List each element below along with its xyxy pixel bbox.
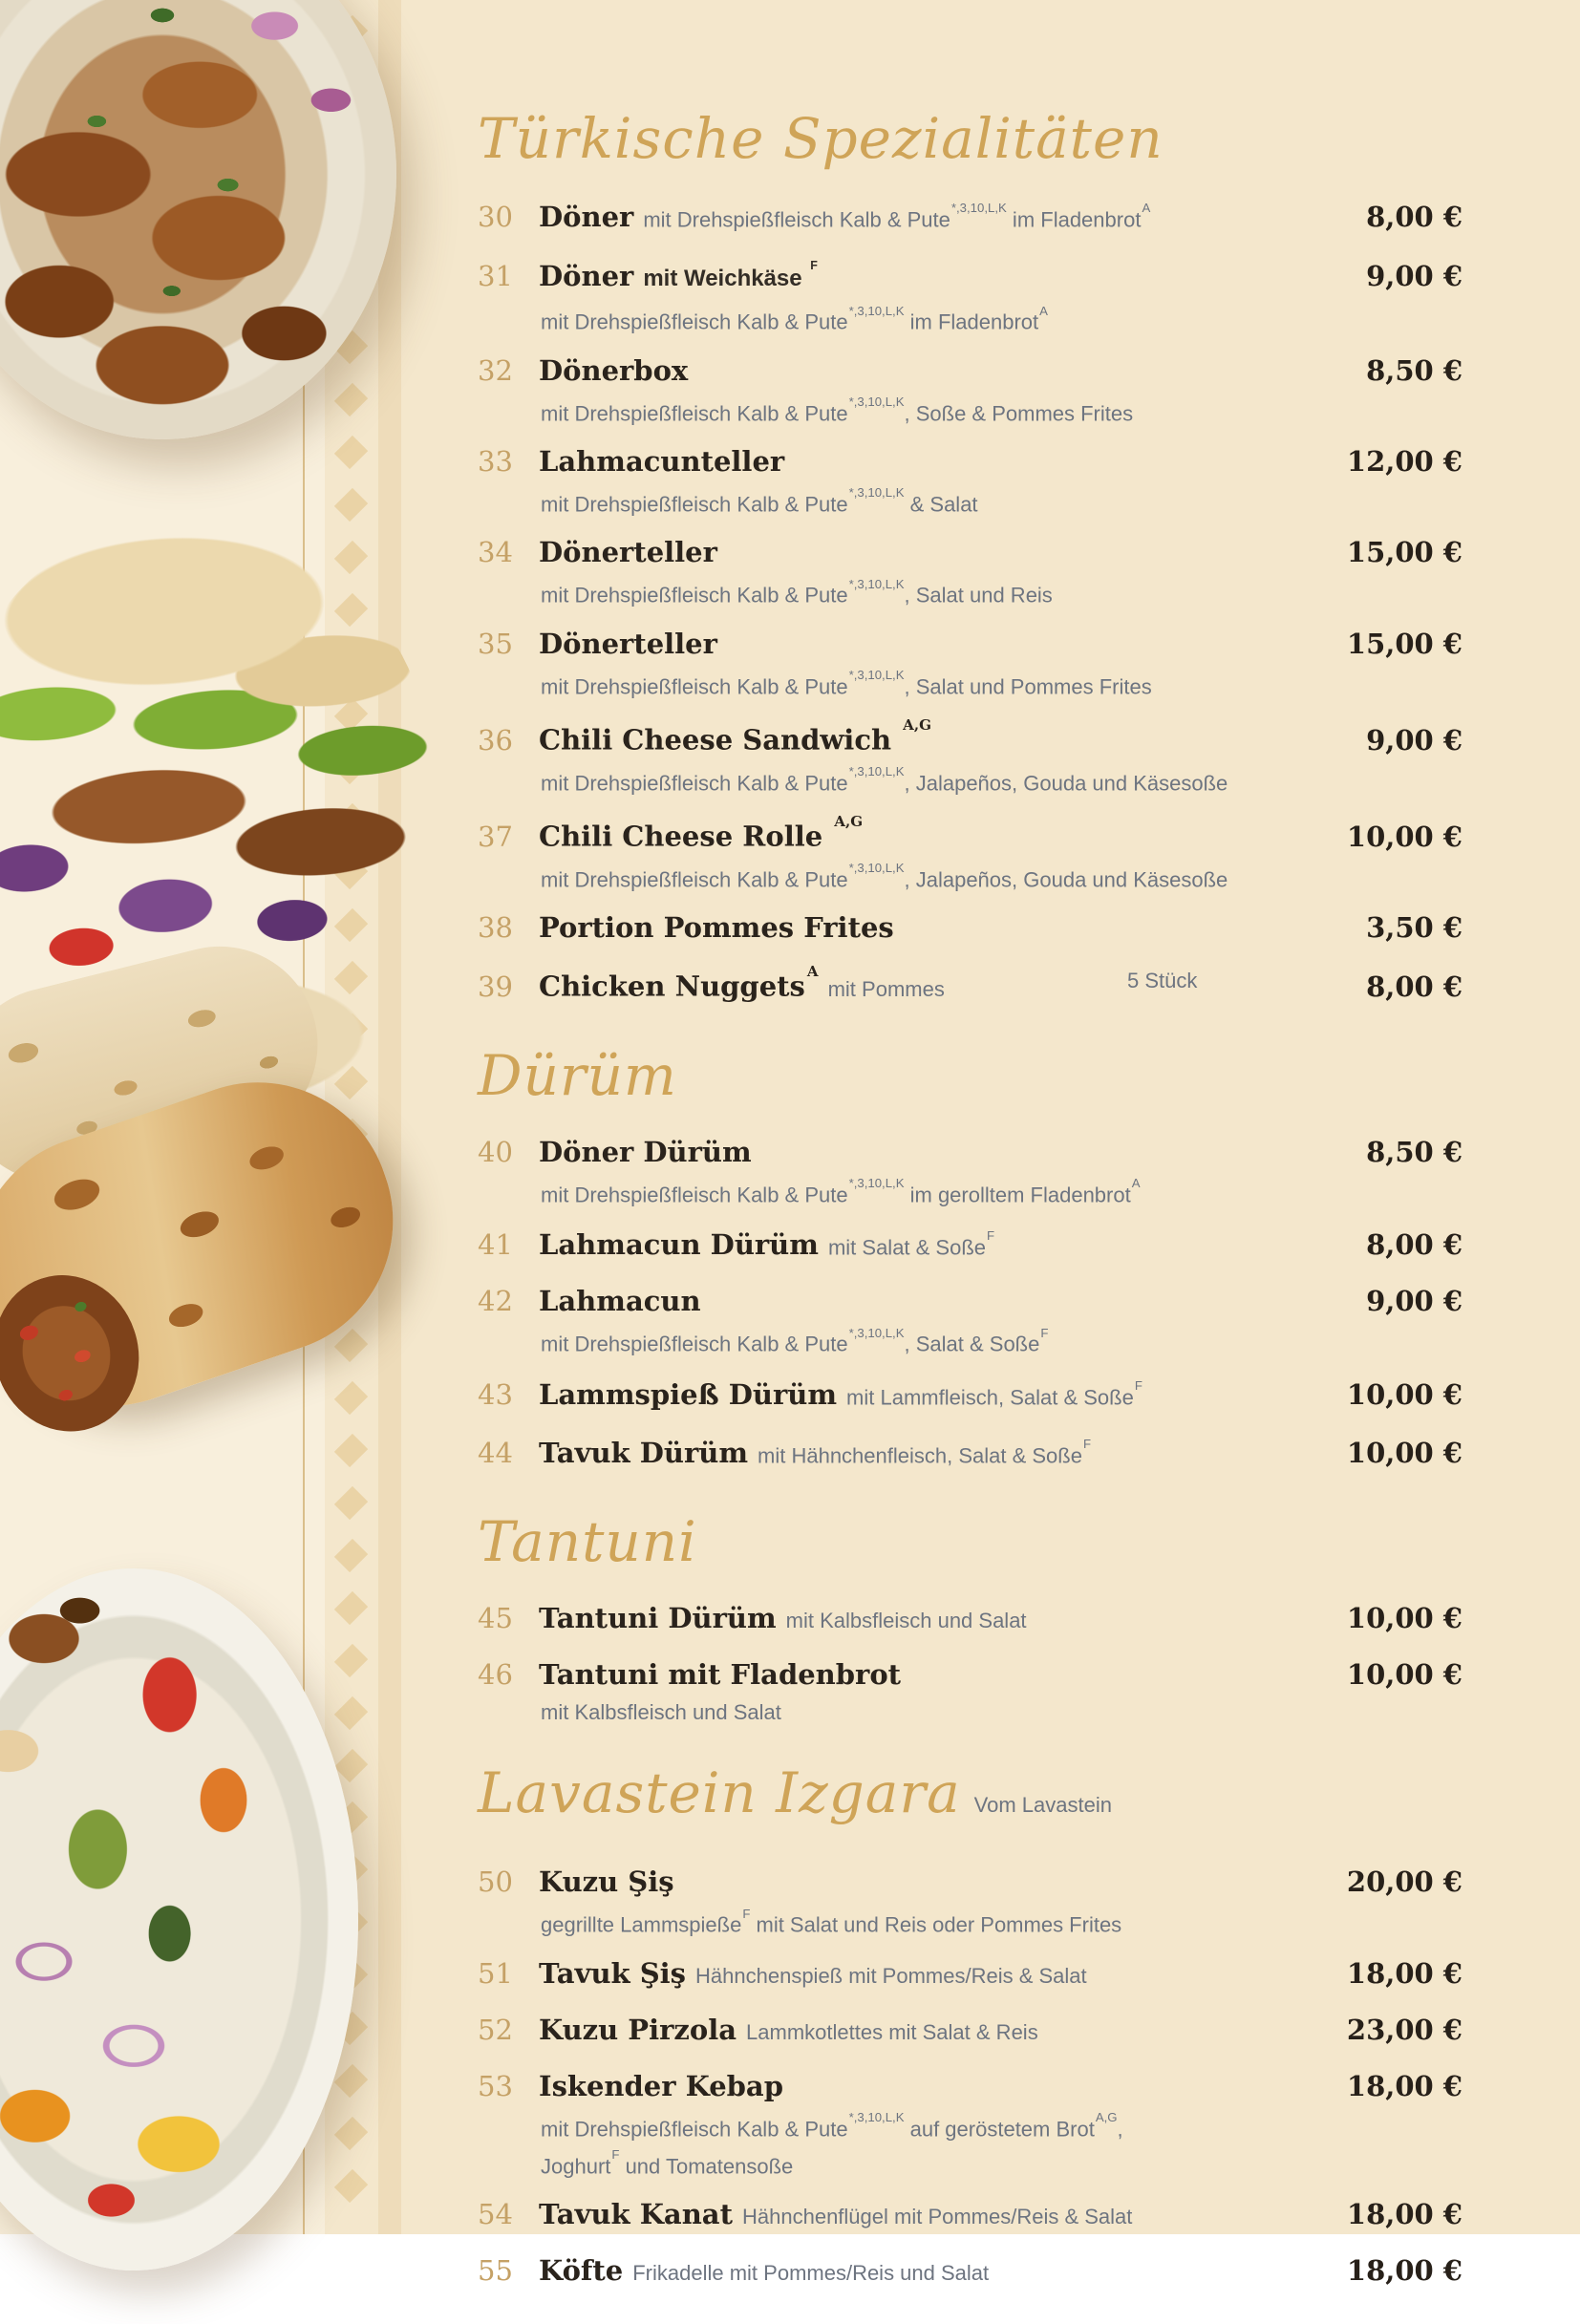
item-description-inline: Hähnchenflügel mit Pommes/Reis & Salat <box>742 2205 1133 2229</box>
item-price: 8,00 € <box>1366 1228 1463 1262</box>
item-description: mit Drehspießfleisch Kalb & Pute$^{*,3,10,L,K}$ auf geröstetem Brot$^{A,G}$, <box>541 2109 1123 2141</box>
item-name: Lahmacunteller <box>539 444 785 478</box>
diamond-ornament <box>333 1486 367 1520</box>
item-name: Dönerbox <box>539 353 689 387</box>
item-price: 8,50 € <box>1366 353 1463 387</box>
menu-section <box>478 1506 1463 1729</box>
menu-item-43 <box>478 1371 1463 1419</box>
item-description-inline: mit Pommes <box>827 976 945 1001</box>
item-price: 8,50 € <box>1366 1135 1463 1168</box>
item-name: Döner Dürüm <box>539 1135 752 1168</box>
item-price: 8,00 € <box>1366 970 1463 1003</box>
diamond-ornament <box>333 1329 367 1362</box>
item-description-inline: mit Hähnchenfleisch, Salat & Soße$^F$ <box>758 1437 1092 1468</box>
item-name: Chicken Nuggets $^A$ <box>539 963 819 1003</box>
item-number: 55 <box>478 2254 513 2288</box>
menu-item-52 <box>478 2008 1463 2055</box>
item-price: 15,00 € <box>1346 627 1463 660</box>
item-price: 10,00 € <box>1346 1437 1463 1470</box>
item-name: Chili Cheese Rolle $^{A,G}$ <box>539 813 864 853</box>
item-description-inline: Lammkotlettes mit Salat & Reis <box>746 2019 1038 2044</box>
item-description: mit Drehspießfleisch Kalb & Pute$^{*,3,10,L,K}$ & Salat <box>541 485 978 517</box>
section-subtitle: Vom Lavastein <box>973 1793 1112 1818</box>
item-price: 9,00 € <box>1366 260 1463 293</box>
item-name: Köfte <box>539 2254 624 2288</box>
item-number: 51 <box>478 1956 513 1990</box>
item-number: 33 <box>478 444 513 478</box>
menu-item-35 <box>478 622 1463 703</box>
menu-item-39 <box>478 959 1463 1012</box>
item-price: 9,00 € <box>1366 1285 1463 1318</box>
item-description-inline: mit Salat & Soße$^F$ <box>827 1228 995 1260</box>
item-number: 36 <box>478 723 513 757</box>
section-title: Türkische Spezialitäten <box>478 106 1164 171</box>
diamond-ornament <box>333 2117 367 2150</box>
item-name: Tantuni Dürüm <box>539 1602 777 1635</box>
item-number: 39 <box>478 970 513 1003</box>
item-name: Chili Cheese Sandwich $^{A,G}$ <box>539 716 931 757</box>
item-description-inline: mit Kalbsfleisch und Salat <box>785 1609 1027 1633</box>
item-description-inline: mit Lammfleisch, Salat & Soße$^F$ <box>846 1377 1142 1409</box>
item-number: 37 <box>478 820 513 853</box>
item-price: 10,00 € <box>1346 820 1463 853</box>
diamond-ornament <box>333 1381 367 1415</box>
item-price: 23,00 € <box>1346 2013 1463 2046</box>
menu-item-33 <box>478 439 1463 521</box>
diamond-ornament <box>333 2169 367 2203</box>
item-number: 40 <box>478 1135 513 1168</box>
menu-item-30 <box>478 193 1463 242</box>
menu-section <box>478 103 1463 1012</box>
item-description: mit Drehspießfleisch Kalb & Pute$^{*,3,10,L,K}$, Salat & Soße$^F$ <box>541 1325 1049 1356</box>
item-name: Lahmacun Dürüm <box>539 1228 819 1262</box>
menu-item-38 <box>478 906 1463 949</box>
section-title: Dürüm <box>478 1042 677 1108</box>
item-number: 46 <box>478 1658 513 1692</box>
item-name: Dönerteller <box>539 627 717 660</box>
menu-item-50 <box>478 1860 1463 1941</box>
item-description: mit Drehspießfleisch Kalb & Pute$^{*,3,10,L,K}$, Jalapeños, Gouda und Käsesoße <box>541 764 1228 795</box>
menu-item-46 <box>478 1652 1463 1729</box>
diamond-ornament <box>333 2064 367 2098</box>
menu-sections <box>478 103 1463 2295</box>
item-name: Iskender Kebap <box>539 2069 783 2102</box>
item-price: 10,00 € <box>1346 1602 1463 1635</box>
item-name-suffix: mit Weichkäse $^F$ <box>643 259 818 292</box>
item-price: 3,50 € <box>1366 910 1463 944</box>
item-description: mit Drehspießfleisch Kalb & Pute$^{*,3,10,L,K}$ im gerolltem Fladenbrot$^A$ <box>541 1176 1141 1206</box>
menu-item-36 <box>478 713 1463 800</box>
diamond-ornament <box>333 1696 367 1730</box>
item-price: 10,00 € <box>1346 1658 1463 1692</box>
item-number: 34 <box>478 536 513 569</box>
section-title: Tantuni <box>478 1509 697 1575</box>
item-price: 20,00 € <box>1346 1866 1463 1899</box>
item-name: Lahmacun <box>539 1285 701 1318</box>
item-price: 10,00 € <box>1346 1377 1463 1411</box>
tan-strip <box>378 0 401 2234</box>
item-price: 18,00 € <box>1346 1956 1463 1990</box>
item-price: 18,00 € <box>1346 2198 1463 2231</box>
item-number: 42 <box>478 1285 513 1318</box>
item-description-inline: Frikadelle mit Pommes/Reis und Salat <box>632 2261 990 2286</box>
item-description-inline: mit Drehspießfleisch Kalb & Pute$^{*,3,10,L,K}$ im Fladenbrot$^A$ <box>643 201 1151 232</box>
item-name: Tavuk Kanat <box>539 2198 733 2231</box>
item-description: mit Drehspießfleisch Kalb & Pute$^{*,3,10,L,K}$, Salat und Pommes Frites <box>541 668 1152 698</box>
item-price: 9,00 € <box>1366 723 1463 757</box>
diamond-ornament <box>333 1434 367 1467</box>
item-description: mit Kalbsfleisch und Salat <box>541 1700 781 1725</box>
item-number: 53 <box>478 2069 513 2102</box>
item-number: 52 <box>478 2013 513 2046</box>
item-price: 18,00 € <box>1346 2254 1463 2288</box>
diamond-ornament <box>333 1644 367 1677</box>
diamond-ornament <box>333 541 367 574</box>
diamond-ornament <box>333 1591 367 1625</box>
menu-item-34 <box>478 530 1463 611</box>
menu-item-41 <box>478 1221 1463 1269</box>
diamond-ornament <box>333 436 367 469</box>
menu-item-53 <box>478 2064 1463 2184</box>
menu-item-40 <box>478 1130 1463 1211</box>
item-number: 35 <box>478 627 513 660</box>
menu-item-37 <box>478 809 1463 896</box>
menu-item-51 <box>478 1951 1463 1998</box>
item-number: 50 <box>478 1866 513 1899</box>
item-price: 15,00 € <box>1346 536 1463 569</box>
item-price: 12,00 € <box>1346 444 1463 478</box>
menu-section <box>478 1040 1463 1479</box>
diamond-ornament <box>333 383 367 416</box>
item-description: mit Drehspießfleisch Kalb & Pute$^{*,3,10,L,K}$, Jalapeños, Gouda und Käsesoße <box>541 861 1228 891</box>
item-name: Tavuk Şiş <box>539 1956 687 1990</box>
menu-item-45 <box>478 1596 1463 1643</box>
item-description: gegrillte Lammspieße$^F$ mit Salat und Reis oder Pommes Frites <box>541 1906 1122 1937</box>
item-price: 18,00 € <box>1346 2069 1463 2102</box>
item-description: mit Drehspießfleisch Kalb & Pute$^{*,3,10,L,K}$ im Fladenbrot$^A$ <box>541 303 1048 334</box>
item-description: Joghurt$^F$ und Tomatensoße <box>541 2147 794 2179</box>
menu-section <box>478 1758 1463 2295</box>
item-name: Kuzu Pirzola <box>539 2013 737 2046</box>
menu-item-54 <box>478 2192 1463 2239</box>
item-description-inline: Hähnchenspieß mit Pommes/Reis & Salat <box>695 1963 1087 1988</box>
item-name: Kuzu Şiş <box>539 1866 674 1899</box>
menu-item-44 <box>478 1429 1463 1478</box>
item-description: mit Drehspießfleisch Kalb & Pute$^{*,3,10,L,K}$, Salat und Reis <box>541 576 1053 608</box>
item-portion-note: 5 Stück <box>1127 968 1198 992</box>
menu-item-42 <box>478 1279 1463 1360</box>
item-number: 31 <box>478 260 513 293</box>
item-name: Tantuni mit Fladenbrot <box>539 1658 902 1692</box>
item-name: Portion Pommes Frites <box>539 910 894 944</box>
item-price: 8,00 € <box>1366 201 1463 234</box>
item-number: 38 <box>478 910 513 944</box>
item-name: Tavuk Dürüm <box>539 1437 749 1470</box>
diamond-ornament <box>333 488 367 522</box>
section-title: Lavastein Izgara Vom Lavastein <box>478 1760 1112 1826</box>
item-number: 41 <box>478 1228 513 1262</box>
diamond-ornament <box>333 1539 367 1572</box>
menu-item-55 <box>478 2249 1463 2295</box>
item-name: Döner <box>539 260 634 293</box>
item-number: 44 <box>478 1437 513 1470</box>
item-name: Döner <box>539 201 634 234</box>
item-name: Lammspieß Dürüm <box>539 1377 838 1411</box>
menu-item-31 <box>478 251 1463 338</box>
item-name: Dönerteller <box>539 536 717 569</box>
item-description: mit Drehspießfleisch Kalb & Pute$^{*,3,10,L,K}$, Soße & Pommes Frites <box>541 394 1134 425</box>
menu-item-32 <box>478 349 1463 430</box>
item-number: 30 <box>478 201 513 234</box>
item-number: 32 <box>478 353 513 387</box>
item-number: 43 <box>478 1377 513 1411</box>
item-number: 54 <box>478 2198 513 2231</box>
menu-content <box>401 0 1580 2324</box>
item-number: 45 <box>478 1602 513 1635</box>
